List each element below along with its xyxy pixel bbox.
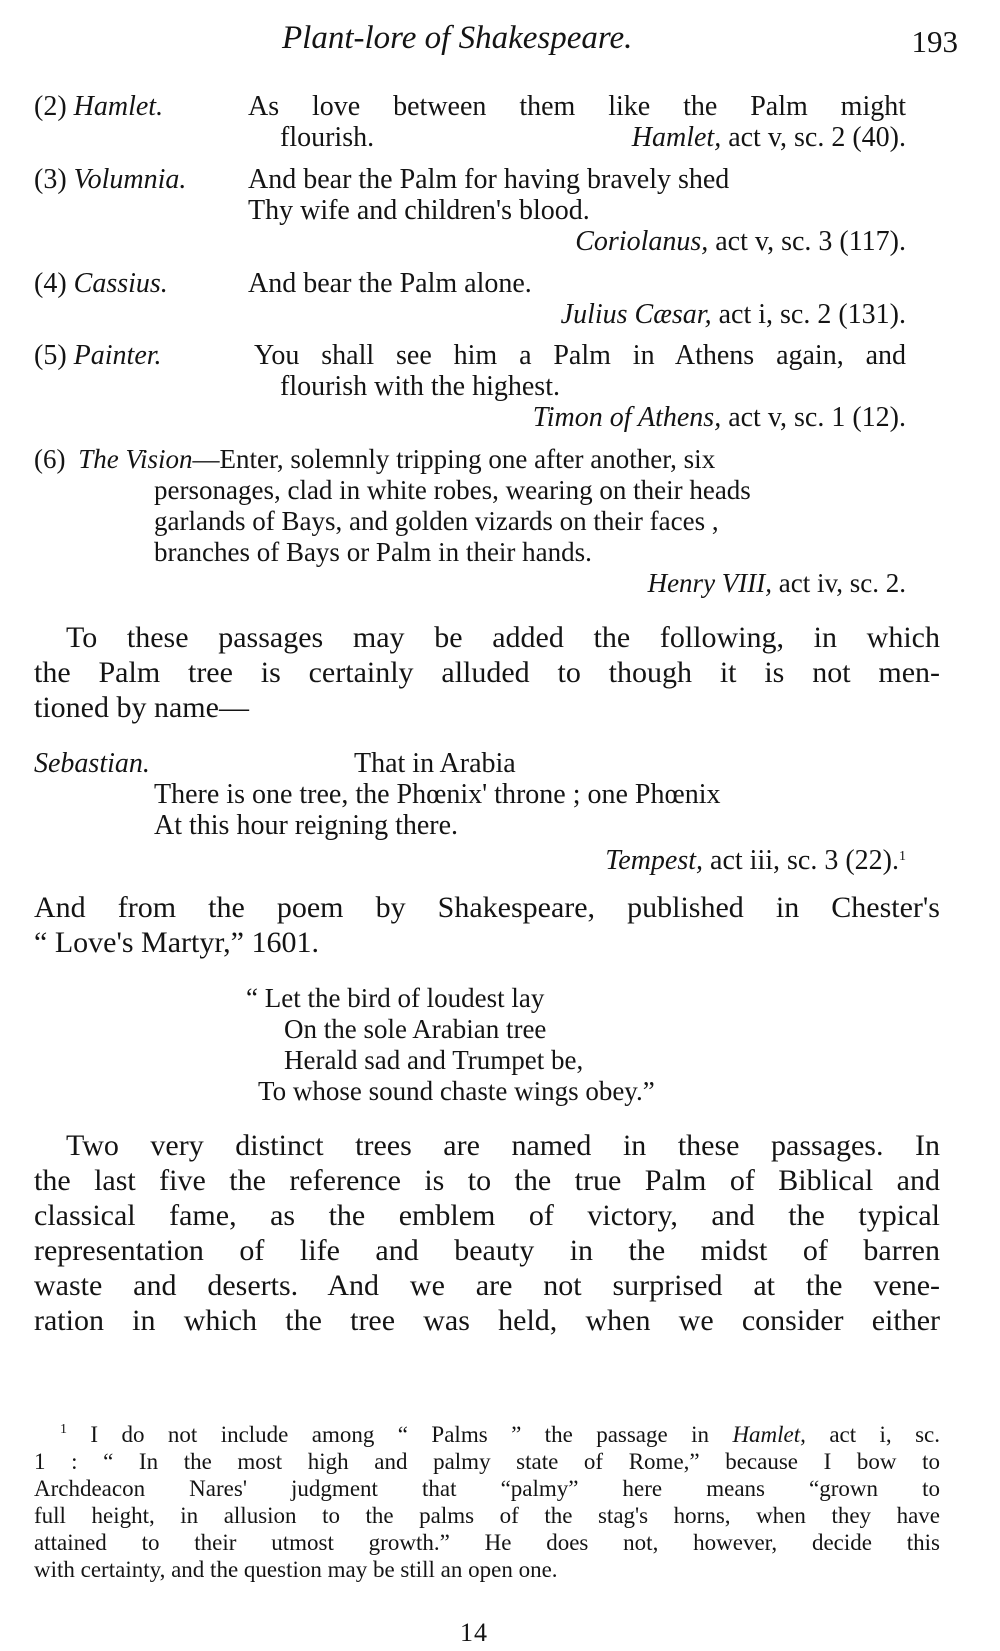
reference-work: Hamlet,: [631, 122, 722, 153]
citation-speaker: Hamlet.: [73, 91, 164, 122]
citation-number: (4): [34, 268, 67, 299]
reference-location: act v, sc. 2 (40).: [721, 122, 906, 153]
footnote-line: [34, 1416, 940, 1448]
reference-work: Tempest,: [605, 845, 704, 876]
paragraph-intro: [34, 620, 940, 725]
quotation-sebastian: [34, 748, 906, 876]
citation-reference: [648, 568, 906, 599]
citation-speaker: Volumnia.: [73, 164, 187, 195]
citation-number: (2): [34, 91, 67, 122]
citation-line: branches of Bays or Palm in their hands.: [154, 537, 592, 567]
paragraph-line: ration in which the tree was held, when we consider either: [34, 1304, 940, 1337]
quotation-reference: [605, 841, 906, 876]
citation-reference: [561, 299, 906, 330]
citation-line: Thy wife and children's blood.: [248, 195, 590, 226]
paragraph-line: tioned by name—: [34, 691, 249, 724]
reference-location: act i, sc. 2 (131).: [711, 299, 906, 330]
citation-line: And bear the Palm for having bravely shed: [248, 164, 730, 195]
footnote-line: with certainty, and the question may be still an open one.: [34, 1557, 558, 1582]
reference-location: act v, sc. 3 (117).: [708, 226, 906, 257]
citation-reference: [533, 402, 906, 433]
poem-line: “ Let the bird of loudest lay: [246, 983, 545, 1013]
poem-quotation: [246, 983, 806, 1111]
citation-line: garlands of Bays, and golden vizards on their faces ,: [154, 506, 719, 536]
footnote-text: act i, sc.: [805, 1422, 940, 1447]
citation-number: (3): [34, 164, 67, 195]
reference-work: Henry VIII,: [647, 568, 773, 598]
footnote-line: full height, in allusion to the palms of the stag's horns, when they have: [34, 1503, 940, 1528]
citation-vision: [34, 444, 906, 604]
paragraph-poem-intro: [34, 890, 940, 960]
paragraph-discussion: [34, 1128, 940, 1338]
citation-speaker: Cassius.: [73, 268, 168, 299]
citation-speaker: Painter.: [73, 340, 162, 371]
poem-line: To whose sound chaste wings obey.”: [258, 1076, 655, 1106]
quotation-line: There is one tree, the Phœnix' throne ; one Phœnix: [154, 779, 721, 810]
running-header: [0, 20, 1000, 70]
footnote-text: I do not include among “ Palms ” the passage in: [67, 1422, 733, 1447]
paragraph-line: Two very distinct trees are named in these passages. In: [66, 1129, 940, 1162]
footnote-work: Hamlet,: [732, 1422, 806, 1447]
citation-hamlet: [34, 91, 906, 155]
footnote-number: 1: [60, 1422, 67, 1437]
paragraph-line: And from the poem by Shakespeare, published in Chester's: [34, 891, 940, 924]
citation-cassius: [34, 268, 906, 332]
citation-number: (5): [34, 340, 67, 371]
citation-line: As love between them like the Palm might: [248, 91, 906, 122]
footnote-line: Archdeacon Nares' judgment that “palmy” here means “grown to: [34, 1476, 940, 1501]
citation-reference: [575, 226, 906, 257]
quotation-line: At this hour reigning there.: [154, 810, 459, 841]
quotation-speaker: Sebastian.: [34, 748, 150, 779]
citation-line: personages, clad in white robes, wearing on their heads: [154, 475, 751, 505]
reference-work: Timon of Athens,: [532, 402, 722, 433]
footnote-line: 1 : “ In the most high and palmy state of Rome,” because I bow to: [34, 1449, 940, 1474]
running-title: Plant-lore of Shakespeare.: [282, 20, 633, 56]
reference-work: Julius Cæsar,: [560, 299, 712, 330]
page-number: 193: [911, 24, 958, 59]
poem-line: Herald sad and Trumpet be,: [284, 1045, 584, 1075]
reference-location: act iv, sc. 2.: [772, 568, 906, 598]
reference-location: act iii, sc. 3 (22).: [703, 845, 899, 876]
citation-reference: [632, 122, 906, 153]
quotation-line: That in Arabia: [354, 748, 516, 779]
reference-location: act v, sc. 1 (12).: [721, 402, 906, 433]
paragraph-line: To these passages may be added the following, in which: [66, 621, 940, 654]
paragraph-line: the last five the reference is to the true Palm of Biblical and: [34, 1164, 940, 1197]
paragraph-line: representation of life and beauty in the midst of barren: [34, 1234, 940, 1267]
poem-line: On the sole Arabian tree: [284, 1014, 547, 1044]
citation-line: And bear the Palm alone.: [248, 268, 532, 299]
paragraph-line: classical fame, as the emblem of victory, and the typical: [34, 1199, 940, 1232]
citation-line: flourish.: [280, 122, 375, 153]
footnote: [34, 1416, 940, 1583]
signature-mark: 14: [460, 1618, 488, 1647]
citation-number: (6): [34, 444, 66, 474]
footnote-mark: 1: [899, 849, 906, 864]
footnote-line: attained to their utmost growth.” He does not, however, decide this: [34, 1530, 940, 1555]
reference-work: Coriolanus,: [575, 226, 709, 257]
citation-painter: [34, 340, 906, 436]
citation-line: You shall see him a Palm in Athens again, and: [254, 340, 906, 371]
citation-speaker: The Vision: [78, 444, 193, 474]
paragraph-line: the Palm tree is certainly alluded to though it is not men-: [34, 656, 940, 689]
citation-line: —Enter, solemnly tripping one after another, six: [192, 444, 716, 474]
citation-volumnia: [34, 164, 906, 260]
paragraph-line: waste and deserts. And we are not surprised at the vene-: [34, 1269, 940, 1302]
citation-line: flourish with the highest.: [280, 371, 560, 402]
paragraph-line: “ Love's Martyr,” 1601.: [34, 926, 319, 959]
